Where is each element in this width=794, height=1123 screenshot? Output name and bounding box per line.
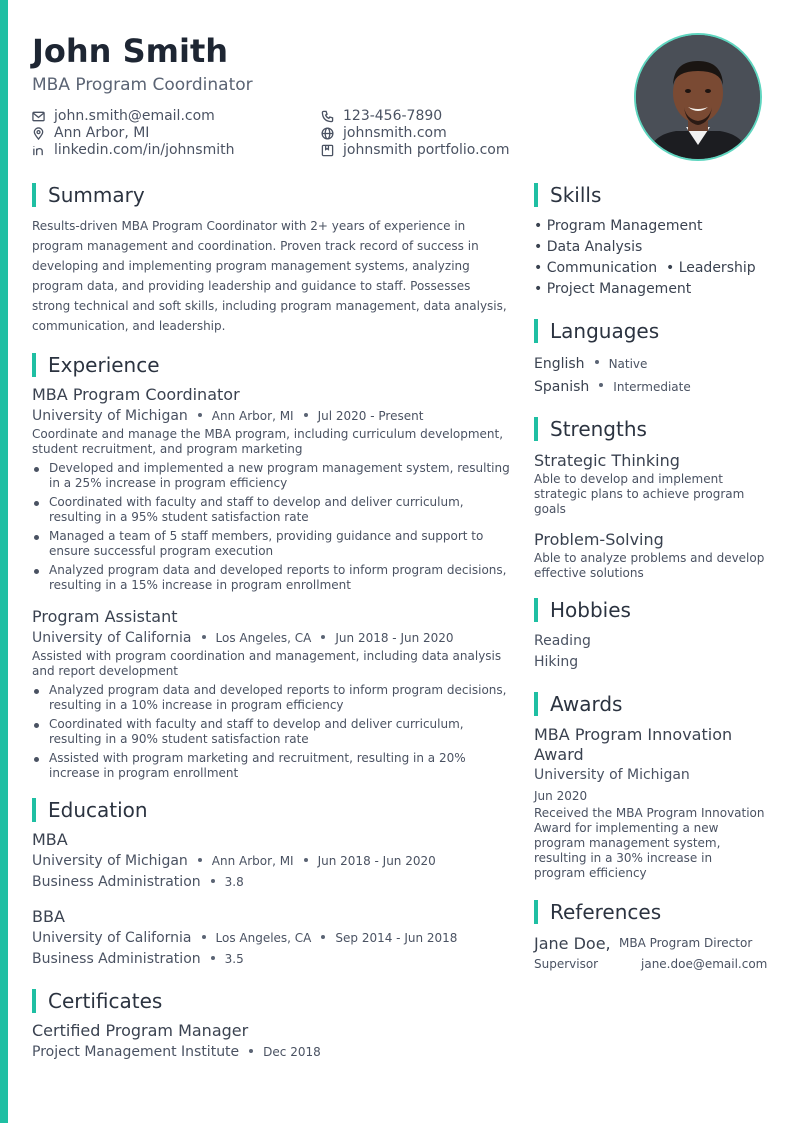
- certificate-issuer: Project Management Institute: [32, 1044, 240, 1060]
- certificate-entry: [32, 1020, 510, 1063]
- job-org: University of Michigan: [32, 408, 188, 424]
- linkedin-icon: [32, 144, 45, 157]
- education-meta: [32, 928, 510, 949]
- certificates-heading: Certificates: [32, 988, 510, 1014]
- education-entry: [32, 829, 510, 893]
- strength-description: Able to develop and implement strategic plans to achieve program goals: [534, 472, 745, 516]
- degree: BBA: [32, 907, 65, 926]
- education-section: [32, 797, 510, 970]
- skill-item: Leadership: [678, 260, 756, 276]
- school-location: Ann Arbor, MI: [211, 854, 294, 868]
- strength-description: Able to analyze problems and develop effective solutions: [534, 551, 765, 580]
- job-description: Assisted with program coordination and management, including data analysis and report development: [32, 649, 502, 678]
- hobby-item: Reading: [534, 633, 591, 649]
- candidate-name: John Smith: [32, 32, 229, 70]
- language-row: [534, 352, 766, 375]
- gpa: 3.8: [224, 875, 244, 889]
- experience-section: [32, 352, 510, 781]
- candidate-title: MBA Program Coordinator: [32, 75, 253, 95]
- reference-email[interactable]: jane.doe@email.com: [641, 957, 768, 971]
- languages-heading: Languages: [534, 318, 766, 344]
- accent-bar: [0, 0, 8, 1123]
- reference-relation: Supervisor: [534, 957, 599, 971]
- strength-entry: [534, 529, 766, 581]
- job-bullet: Analyzed program data and developed reports to inform program decisions, resulting in a 10% increase in program efficiency: [32, 683, 510, 713]
- skill-item: • Project Management: [534, 281, 692, 297]
- job-location: Ann Arbor, MI: [211, 409, 294, 423]
- summary-section: [32, 182, 510, 336]
- globe-icon: [321, 127, 334, 140]
- award-description: Received the MBA Program Innovation Award for implementing a new program management system, resulting in a 30% increase in program efficiency: [534, 806, 765, 880]
- phone-icon: [321, 110, 334, 123]
- right-column: [534, 182, 766, 977]
- field-of-study: Business Administration: [32, 874, 201, 890]
- job-dates: Jun 2018 - Jun 2020: [335, 631, 454, 645]
- strength-title: Problem-Solving: [534, 530, 664, 549]
- field-of-study: Business Administration: [32, 951, 201, 967]
- strength-entry: [534, 450, 766, 517]
- awards-section: [534, 691, 766, 881]
- education-field-row: [32, 872, 510, 893]
- education-meta: [32, 851, 510, 872]
- job-role: MBA Program Coordinator: [32, 385, 240, 404]
- contact-phone-text: 123-456-7890: [343, 108, 443, 124]
- contact-info: [32, 108, 592, 162]
- job-bullets: [32, 461, 510, 593]
- job-meta: [32, 628, 510, 649]
- certificate-date: Dec 2018: [263, 1045, 321, 1059]
- awards-heading: Awards: [534, 691, 766, 717]
- education-heading: Education: [32, 797, 510, 823]
- experience-heading: Experience: [32, 352, 510, 378]
- contact-email-text: john.smith@email.com: [54, 108, 215, 124]
- contact-website-text: johnsmith.com: [343, 125, 447, 141]
- certificate-name: Certified Program Manager: [32, 1021, 249, 1040]
- contact-linkedin-text: linkedin.com/in/johnsmith: [54, 142, 235, 158]
- skill-item: • Data Analysis: [534, 239, 643, 255]
- references-section: [534, 899, 766, 977]
- hobbies-heading: Hobbies: [534, 597, 766, 623]
- job-bullet: Coordinated with faculty and staff to develop and deliver curriculum, resulting in a 95% student satisfaction rate: [32, 495, 510, 525]
- language-level: Intermediate: [613, 380, 691, 394]
- skill-row: • Communication • Leadership: [534, 260, 756, 276]
- language-name: Spanish: [534, 379, 590, 395]
- references-heading: References: [534, 899, 766, 925]
- job-org: University of California: [32, 630, 192, 646]
- strengths-section: [534, 416, 766, 581]
- job-bullet: Assisted with program marketing and recruitment, resulting in a 20% increase in program enrollment: [32, 751, 510, 781]
- experience-entry: [32, 384, 510, 593]
- skill-item: Communication: [546, 260, 658, 276]
- language-name: English: [534, 356, 585, 372]
- job-dates: Jul 2020 - Present: [317, 409, 424, 423]
- left-column: [32, 182, 510, 1063]
- award-entry: [534, 725, 766, 881]
- mail-icon: [32, 110, 45, 123]
- award-org: University of Michigan: [534, 767, 690, 783]
- award-date: Jun 2020: [534, 789, 588, 803]
- hobby-item: Hiking: [534, 654, 579, 670]
- school: University of Michigan: [32, 853, 188, 869]
- language-row: [534, 375, 766, 398]
- education-dates: Jun 2018 - Jun 2020: [317, 854, 436, 868]
- location-pin-icon: [32, 127, 45, 140]
- education-dates: Sep 2014 - Jun 2018: [335, 931, 458, 945]
- strengths-heading: Strengths: [534, 416, 766, 442]
- certificates-section: [32, 988, 510, 1063]
- reference-name: Jane Doe,: [534, 934, 611, 953]
- job-bullet: Analyzed program data and developed reports to inform program decisions, resulting in a 15% increase in program enrollment: [32, 563, 510, 593]
- contact-portfolio-text: johnsmith portfolio.com: [343, 142, 510, 158]
- portfolio-icon: [321, 144, 334, 157]
- summary-text: Results-driven MBA Program Coordinator with 2+ years of experience in program management and coordination. Proven track record of success in developing and implementing program management systems, analyzing program data, and providing leadership and guidance to staff. Possesses strong technical and soft skills, including program management, data analysis, communication, and leadership.: [32, 219, 507, 333]
- education-field-row: [32, 949, 510, 970]
- person-avatar-icon: [636, 35, 760, 159]
- job-description: Coordinate and manage the MBA program, including curriculum development, student recruitment, and program marketing: [32, 427, 504, 456]
- gpa: 3.5: [224, 952, 244, 966]
- certificate-meta: [32, 1042, 510, 1063]
- skill-item: • Program Management: [534, 218, 703, 234]
- job-role: Program Assistant: [32, 607, 178, 626]
- reference-position: MBA Program Director: [619, 936, 753, 950]
- job-bullet: Managed a team of 5 staff members, providing guidance and support to ensure successful program execution: [32, 529, 510, 559]
- summary-heading: Summary: [32, 182, 510, 208]
- award-title: MBA Program Innovation Award: [534, 725, 733, 764]
- experience-entry: [32, 606, 510, 781]
- hobbies-section: [534, 597, 766, 673]
- degree: MBA: [32, 830, 68, 849]
- reference-entry: [534, 933, 766, 977]
- job-location: Los Angeles, CA: [215, 631, 312, 645]
- job-bullets: [32, 683, 510, 781]
- language-level: Native: [608, 357, 648, 371]
- skills-section: [534, 182, 766, 300]
- job-bullet: Developed and implemented a new program management system, resulting in a 25% increase in program efficiency: [32, 461, 510, 491]
- resume-header: [32, 30, 592, 97]
- languages-section: [534, 318, 766, 398]
- job-bullet: Coordinated with faculty and staff to develop and deliver curriculum, resulting in a 90% student satisfaction rate: [32, 717, 510, 747]
- strength-title: Strategic Thinking: [534, 451, 680, 470]
- education-entry: [32, 906, 510, 970]
- profile-photo: [634, 33, 762, 161]
- job-meta: [32, 406, 510, 427]
- school-location: Los Angeles, CA: [215, 931, 312, 945]
- contact-location-text: Ann Arbor, MI: [54, 125, 150, 141]
- school: University of California: [32, 930, 192, 946]
- skills-heading: Skills: [534, 182, 766, 208]
